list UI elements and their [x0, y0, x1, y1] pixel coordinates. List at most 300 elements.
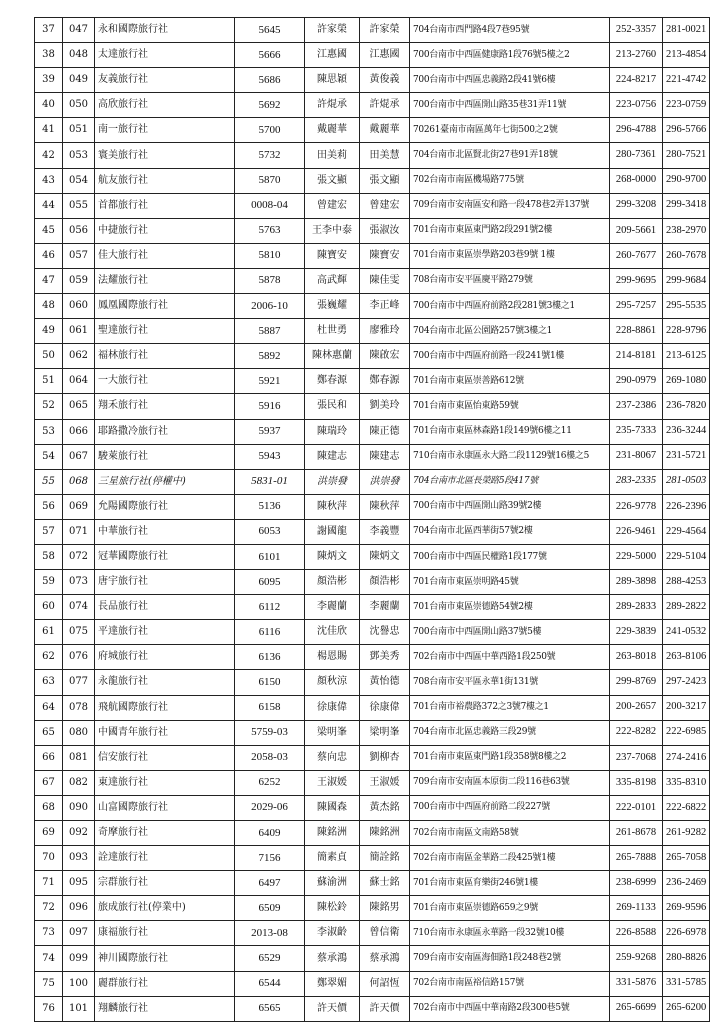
- table-row: [35, 218, 710, 243]
- representative: 曾建宏: [360, 193, 410, 218]
- representative: 黃杰銘: [360, 795, 410, 820]
- phone-number: 222-0101: [610, 795, 663, 820]
- license-number: 6136: [235, 645, 305, 670]
- representative: 李麗蘭: [360, 595, 410, 620]
- agency-code: 069: [63, 494, 95, 519]
- agency-code: 093: [63, 846, 95, 871]
- person-in-charge: 陳秋萍: [305, 494, 360, 519]
- agency-name: 麗群旅行社: [95, 971, 235, 996]
- agency-code: 100: [63, 971, 95, 996]
- license-number: 5666: [235, 43, 305, 68]
- address: 700台南市中西區開山路39號2樓: [410, 494, 610, 519]
- table-row: [35, 369, 710, 394]
- address: 701台南市東區崇德路54號2樓: [410, 595, 610, 620]
- table-row: [35, 795, 710, 820]
- table-row: [35, 43, 710, 68]
- table-row: [35, 193, 710, 218]
- agency-code: 072: [63, 544, 95, 569]
- table-row: [35, 444, 710, 469]
- agency-code: 060: [63, 294, 95, 319]
- phone-number: 289-3898: [610, 570, 663, 595]
- representative: 陳正德: [360, 419, 410, 444]
- agency-name: 冠華國際旅行社: [95, 544, 235, 569]
- table-row: [35, 544, 710, 569]
- phone-number: 290-0979: [610, 369, 663, 394]
- person-in-charge: 蔡向忠: [305, 745, 360, 770]
- license-number: 5686: [235, 68, 305, 93]
- license-number: 5732: [235, 143, 305, 168]
- agency-name: 康福旅行社: [95, 921, 235, 946]
- address: 700台南市中西區健康路1段76號5樓之2: [410, 43, 610, 68]
- table-row: [35, 168, 710, 193]
- person-in-charge: 徐康偉: [305, 695, 360, 720]
- row-number: 47: [35, 268, 63, 293]
- table-row: [35, 419, 710, 444]
- license-number: 6409: [235, 821, 305, 846]
- fax-number: 236-3244: [663, 419, 710, 444]
- table-row: [35, 143, 710, 168]
- fax-number: 238-2970: [663, 218, 710, 243]
- fax-number: 289-2822: [663, 595, 710, 620]
- travel-agency-table: [34, 17, 710, 1022]
- address: 710台南市永康區永大路二段1129號16樓之5: [410, 444, 610, 469]
- address: 702台南市南區機場路775號: [410, 168, 610, 193]
- license-number: 6509: [235, 896, 305, 921]
- representative: 許家榮: [360, 18, 410, 43]
- fax-number: 226-6978: [663, 921, 710, 946]
- person-in-charge: 戴麗華: [305, 118, 360, 143]
- person-in-charge: 陳炳文: [305, 544, 360, 569]
- row-number: 53: [35, 419, 63, 444]
- row-number: 68: [35, 795, 63, 820]
- phone-number: 235-7333: [610, 419, 663, 444]
- phone-number: 229-3839: [610, 620, 663, 645]
- license-number: 7156: [235, 846, 305, 871]
- fax-number: 236-2469: [663, 871, 710, 896]
- phone-number: 299-9695: [610, 268, 663, 293]
- representative: 許天價: [360, 996, 410, 1021]
- person-in-charge: 陳林惠蘭: [305, 344, 360, 369]
- representative: 戴麗華: [360, 118, 410, 143]
- agency-code: 096: [63, 896, 95, 921]
- agency-code: 048: [63, 43, 95, 68]
- table-row: [35, 745, 710, 770]
- representative: 蘇士銘: [360, 871, 410, 896]
- fax-number: 228-9796: [663, 319, 710, 344]
- fax-number: 213-6125: [663, 344, 710, 369]
- agency-code: 061: [63, 319, 95, 344]
- table-row: [35, 93, 710, 118]
- representative: 陳啟宏: [360, 344, 410, 369]
- fax-number: 299-9684: [663, 268, 710, 293]
- table-row: [35, 821, 710, 846]
- row-number: 58: [35, 544, 63, 569]
- agency-code: 073: [63, 570, 95, 595]
- representative: 張淑汝: [360, 218, 410, 243]
- representative: 江惠國: [360, 43, 410, 68]
- person-in-charge: 謝國龍: [305, 519, 360, 544]
- license-number: 6150: [235, 670, 305, 695]
- phone-number: 268-0000: [610, 168, 663, 193]
- fax-number: 265-6200: [663, 996, 710, 1021]
- license-number: 5810: [235, 243, 305, 268]
- representative: 劉柳杏: [360, 745, 410, 770]
- address: 701台南市東區林森路1段149號6樓之11: [410, 419, 610, 444]
- address: 702台南市南區文南路58號: [410, 821, 610, 846]
- license-number: 6565: [235, 996, 305, 1021]
- fax-number: 296-5766: [663, 118, 710, 143]
- agency-code: 077: [63, 670, 95, 695]
- address: 704台南市北區長榮路5段417號: [410, 469, 610, 494]
- representative: 曾信衛: [360, 921, 410, 946]
- table-row: [35, 319, 710, 344]
- phone-number: 260-7677: [610, 243, 663, 268]
- fax-number: 331-5785: [663, 971, 710, 996]
- license-number: 6158: [235, 695, 305, 720]
- fax-number: 229-5104: [663, 544, 710, 569]
- phone-number: 283-2335: [610, 469, 663, 494]
- fax-number: 280-8826: [663, 946, 710, 971]
- address: 704台南市西門路4段7巷95號: [410, 18, 610, 43]
- representative: 許焜承: [360, 93, 410, 118]
- table-row: [35, 268, 710, 293]
- representative: 陳銘洲: [360, 821, 410, 846]
- license-number: 5892: [235, 344, 305, 369]
- phone-number: 265-6699: [610, 996, 663, 1021]
- agency-name: 詮達旅行社: [95, 846, 235, 871]
- license-number: 6116: [235, 620, 305, 645]
- table-row: [35, 921, 710, 946]
- person-in-charge: 杜世勇: [305, 319, 360, 344]
- fax-number: 281-0503: [663, 469, 710, 494]
- person-in-charge: 許焜承: [305, 93, 360, 118]
- row-number: 71: [35, 871, 63, 896]
- representative: 張文顯: [360, 168, 410, 193]
- agency-name: 寰美旅行社: [95, 143, 235, 168]
- license-number: 5887: [235, 319, 305, 344]
- table-row: [35, 645, 710, 670]
- license-number: 5136: [235, 494, 305, 519]
- agency-name: 府城旅行社: [95, 645, 235, 670]
- person-in-charge: 簡素貞: [305, 846, 360, 871]
- fax-number: 260-7678: [663, 243, 710, 268]
- agency-name: 翔麟旅行社: [95, 996, 235, 1021]
- license-number: 5700: [235, 118, 305, 143]
- row-number: 72: [35, 896, 63, 921]
- license-number: 6544: [235, 971, 305, 996]
- row-number: 76: [35, 996, 63, 1021]
- row-number: 44: [35, 193, 63, 218]
- person-in-charge: 梁明峯: [305, 720, 360, 745]
- phone-number: 224-8217: [610, 68, 663, 93]
- row-number: 50: [35, 344, 63, 369]
- row-number: 46: [35, 243, 63, 268]
- address: 701台南市東區崇明路45號: [410, 570, 610, 595]
- agency-code: 051: [63, 118, 95, 143]
- address: 709台南市安南區本原街二段116巷63號: [410, 770, 610, 795]
- row-number: 60: [35, 595, 63, 620]
- license-number: 6095: [235, 570, 305, 595]
- agency-code: 076: [63, 645, 95, 670]
- table-row: [35, 294, 710, 319]
- phone-number: 296-4788: [610, 118, 663, 143]
- address: 710台南市永康區永華路一段32號10樓: [410, 921, 610, 946]
- agency-code: 095: [63, 871, 95, 896]
- address: 700台南市中西區府前路2段281號3樓之1: [410, 294, 610, 319]
- table-row: [35, 494, 710, 519]
- row-number: 37: [35, 18, 63, 43]
- agency-name: 中捷旅行社: [95, 218, 235, 243]
- phone-number: 213-2760: [610, 43, 663, 68]
- person-in-charge: 陳瑞玲: [305, 419, 360, 444]
- agency-name: 宗群旅行社: [95, 871, 235, 896]
- row-number: 39: [35, 68, 63, 93]
- agency-code: 080: [63, 720, 95, 745]
- phone-number: 226-9778: [610, 494, 663, 519]
- phone-number: 295-7257: [610, 294, 663, 319]
- representative: 簡詮銘: [360, 846, 410, 871]
- person-in-charge: 洪崇發: [305, 469, 360, 494]
- fax-number: 295-5535: [663, 294, 710, 319]
- phone-number: 222-8282: [610, 720, 663, 745]
- fax-number: 299-3418: [663, 193, 710, 218]
- fax-number: 280-7521: [663, 143, 710, 168]
- agency-name: 佳大旅行社: [95, 243, 235, 268]
- license-number: 2006-10: [235, 294, 305, 319]
- agency-name: 永和國際旅行社: [95, 18, 235, 43]
- table-row: [35, 695, 710, 720]
- license-number: 5916: [235, 394, 305, 419]
- row-number: 48: [35, 294, 63, 319]
- person-in-charge: 田美莉: [305, 143, 360, 168]
- agency-name: 鳳凰國際旅行社: [95, 294, 235, 319]
- fax-number: 265-7058: [663, 846, 710, 871]
- fax-number: 274-2416: [663, 745, 710, 770]
- agency-code: 092: [63, 821, 95, 846]
- agency-name: 南一旅行社: [95, 118, 235, 143]
- phone-number: 252-3357: [610, 18, 663, 43]
- phone-number: 299-3208: [610, 193, 663, 218]
- agency-name: 高欣旅行社: [95, 93, 235, 118]
- phone-number: 237-2386: [610, 394, 663, 419]
- person-in-charge: 陳松鈴: [305, 896, 360, 921]
- agency-name: 中國青年旅行社: [95, 720, 235, 745]
- representative: 田美慧: [360, 143, 410, 168]
- agency-code: 062: [63, 344, 95, 369]
- agency-name: 首都旅行社: [95, 193, 235, 218]
- person-in-charge: 曾建宏: [305, 193, 360, 218]
- row-number: 43: [35, 168, 63, 193]
- table-row: [35, 344, 710, 369]
- address: 701台南市裕農路372之3號7樓之1: [410, 695, 610, 720]
- person-in-charge: 蘇渝洲: [305, 871, 360, 896]
- agency-code: 097: [63, 921, 95, 946]
- license-number: 6529: [235, 946, 305, 971]
- row-number: 51: [35, 369, 63, 394]
- row-number: 64: [35, 695, 63, 720]
- agency-name: 航友旅行社: [95, 168, 235, 193]
- row-number: 41: [35, 118, 63, 143]
- address: 704台南市北區公園路257號3樓之1: [410, 319, 610, 344]
- agency-name: 友義旅行社: [95, 68, 235, 93]
- row-number: 69: [35, 821, 63, 846]
- table-row: [35, 595, 710, 620]
- agency-name: 太達旅行社: [95, 43, 235, 68]
- person-in-charge: 江惠國: [305, 43, 360, 68]
- agency-code: 050: [63, 93, 95, 118]
- row-number: 40: [35, 93, 63, 118]
- person-in-charge: 陳建志: [305, 444, 360, 469]
- agency-code: 066: [63, 419, 95, 444]
- phone-number: 331-5876: [610, 971, 663, 996]
- fax-number: 335-8310: [663, 770, 710, 795]
- table-row: [35, 670, 710, 695]
- address: 701台南市東區崇德路659之9號: [410, 896, 610, 921]
- phone-number: 231-8067: [610, 444, 663, 469]
- agency-code: 090: [63, 795, 95, 820]
- person-in-charge: 王淑媛: [305, 770, 360, 795]
- row-number: 55: [35, 469, 63, 494]
- address: 702台南市南區金華路二段425號1樓: [410, 846, 610, 871]
- phone-number: 261-8678: [610, 821, 663, 846]
- license-number: 2029-06: [235, 795, 305, 820]
- row-number: 63: [35, 670, 63, 695]
- fax-number: 213-4854: [663, 43, 710, 68]
- agency-code: 055: [63, 193, 95, 218]
- row-number: 75: [35, 971, 63, 996]
- row-number: 45: [35, 218, 63, 243]
- representative: 廖雅玲: [360, 319, 410, 344]
- table-row: [35, 469, 710, 494]
- license-number: 5692: [235, 93, 305, 118]
- fax-number: 222-6822: [663, 795, 710, 820]
- fax-number: 281-0021: [663, 18, 710, 43]
- license-number: 5645: [235, 18, 305, 43]
- agency-code: 099: [63, 946, 95, 971]
- person-in-charge: 蔡承鴻: [305, 946, 360, 971]
- agency-code: 075: [63, 620, 95, 645]
- address: 701台南市東區崇學路203巷9號 1樓: [410, 243, 610, 268]
- phone-number: 200-2657: [610, 695, 663, 720]
- agency-name: 奇摩旅行社: [95, 821, 235, 846]
- table-row: [35, 971, 710, 996]
- person-in-charge: 許天價: [305, 996, 360, 1021]
- fax-number: 288-4253: [663, 570, 710, 595]
- row-number: 42: [35, 143, 63, 168]
- license-number: 5937: [235, 419, 305, 444]
- representative: 劉美玲: [360, 394, 410, 419]
- phone-number: 226-9461: [610, 519, 663, 544]
- person-in-charge: 鄭春源: [305, 369, 360, 394]
- representative: 陳寶安: [360, 243, 410, 268]
- agency-name: 聖達旅行社: [95, 319, 235, 344]
- row-number: 59: [35, 570, 63, 595]
- license-number: 5943: [235, 444, 305, 469]
- phone-number: 299-8769: [610, 670, 663, 695]
- fax-number: 221-4742: [663, 68, 710, 93]
- address: 70261臺南市南區萬年七街500之2號: [410, 118, 610, 143]
- person-in-charge: 沈佳欣: [305, 620, 360, 645]
- license-number: 5878: [235, 268, 305, 293]
- agency-code: 065: [63, 394, 95, 419]
- fax-number: 241-0532: [663, 620, 710, 645]
- row-number: 73: [35, 921, 63, 946]
- agency-code: 082: [63, 770, 95, 795]
- license-number: 2013-08: [235, 921, 305, 946]
- fax-number: 200-3217: [663, 695, 710, 720]
- table-row: [35, 770, 710, 795]
- license-number: 0008-04: [235, 193, 305, 218]
- agency-name: 平達旅行社: [95, 620, 235, 645]
- table-body: [35, 18, 710, 1022]
- row-number: 70: [35, 846, 63, 871]
- agency-name: 駿萊旅行社: [95, 444, 235, 469]
- representative: 李義豐: [360, 519, 410, 544]
- table-row: [35, 519, 710, 544]
- phone-number: 259-9268: [610, 946, 663, 971]
- person-in-charge: 許家榮: [305, 18, 360, 43]
- representative: 蔡承鴻: [360, 946, 410, 971]
- row-number: 65: [35, 720, 63, 745]
- representative: 黃俊義: [360, 68, 410, 93]
- agency-name: 山富國際旅行社: [95, 795, 235, 820]
- agency-code: 078: [63, 695, 95, 720]
- agency-name: 飛航國際旅行社: [95, 695, 235, 720]
- table-row: [35, 118, 710, 143]
- phone-number: 223-0756: [610, 93, 663, 118]
- table-row: [35, 243, 710, 268]
- address: 702台南市南區裕信路157號: [410, 971, 610, 996]
- representative: 陳建志: [360, 444, 410, 469]
- agency-code: 053: [63, 143, 95, 168]
- address: 709台南市安南區安和路一段478巷2弄137號: [410, 193, 610, 218]
- agency-code: 049: [63, 68, 95, 93]
- license-number: 6053: [235, 519, 305, 544]
- table-row: [35, 570, 710, 595]
- person-in-charge: 陳寶安: [305, 243, 360, 268]
- representative: 徐康偉: [360, 695, 410, 720]
- representative: 梁明峯: [360, 720, 410, 745]
- agency-name: 一大旅行社: [95, 369, 235, 394]
- agency-name: 法耀旅行社: [95, 268, 235, 293]
- representative: 李正峰: [360, 294, 410, 319]
- address: 702台南市中西區中華南路2段300巷5號: [410, 996, 610, 1021]
- table-row: [35, 394, 710, 419]
- license-number: 5763: [235, 218, 305, 243]
- phone-number: 265-7888: [610, 846, 663, 871]
- agency-code: 056: [63, 218, 95, 243]
- person-in-charge: 顏浩彬: [305, 570, 360, 595]
- agency-name: 中華旅行社: [95, 519, 235, 544]
- person-in-charge: 楊恩賜: [305, 645, 360, 670]
- address: 701台南市東區育樂街246號1樓: [410, 871, 610, 896]
- phone-number: 263-8018: [610, 645, 663, 670]
- address: 700台南市中西區府前路二段227號: [410, 795, 610, 820]
- address: 701台南市東區東門路2段291號2樓: [410, 218, 610, 243]
- person-in-charge: 高武輝: [305, 268, 360, 293]
- agency-name: 翔禾旅行社: [95, 394, 235, 419]
- representative: 何詔恆: [360, 971, 410, 996]
- representative: 鄭春源: [360, 369, 410, 394]
- fax-number: 229-4564: [663, 519, 710, 544]
- table-row: [35, 871, 710, 896]
- table-row: [35, 620, 710, 645]
- phone-number: 335-8198: [610, 770, 663, 795]
- agency-name: 神川國際旅行社: [95, 946, 235, 971]
- agency-code: 068: [63, 469, 95, 494]
- phone-number: 289-2833: [610, 595, 663, 620]
- phone-number: 269-1133: [610, 896, 663, 921]
